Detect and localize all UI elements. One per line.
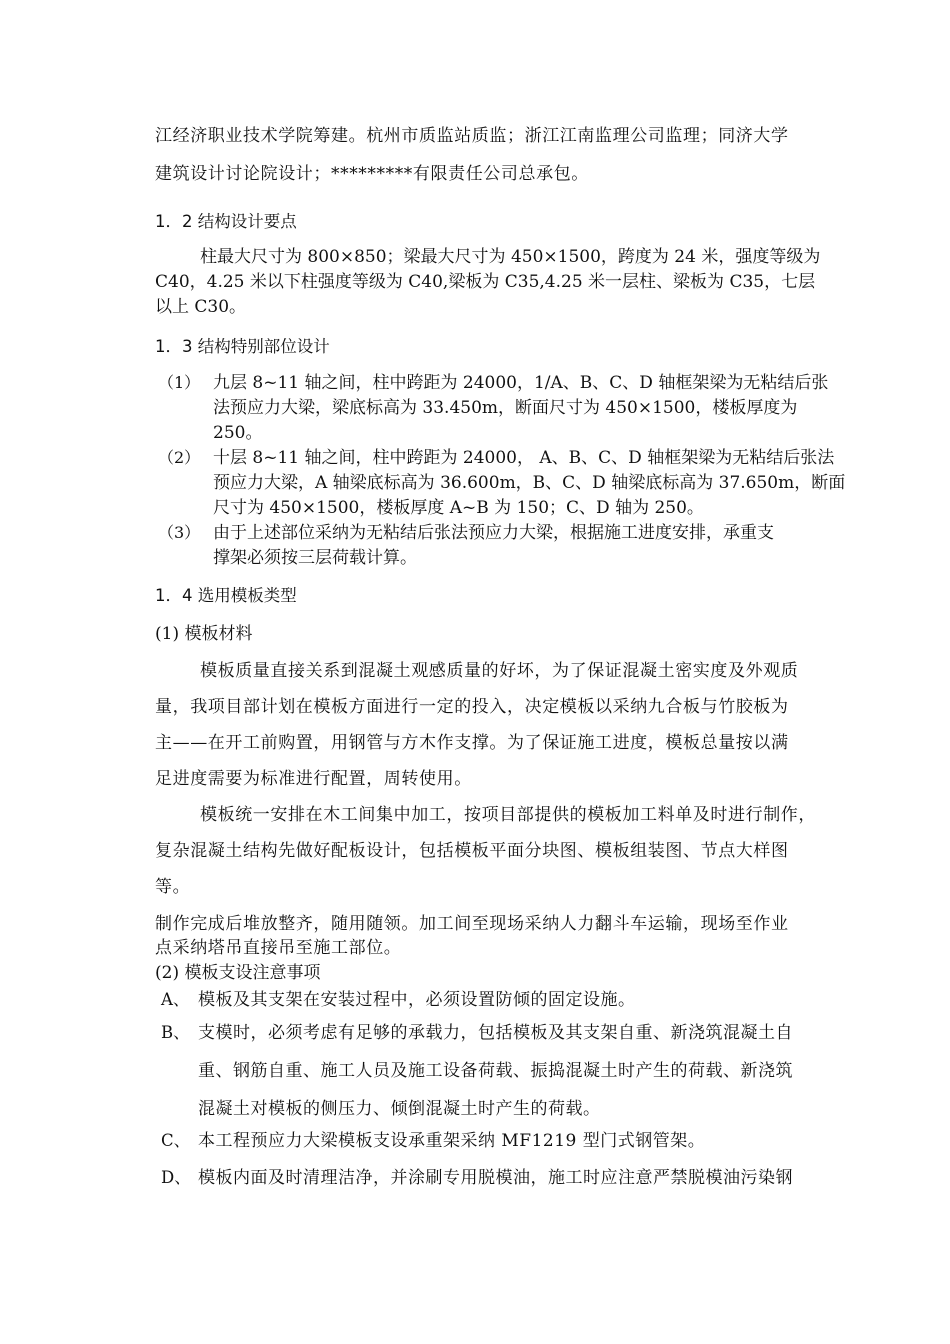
para3-line: 制作完成后堆放整齐，随用随领。加工间至现场采纳人力翻斗车运输，现场至作业: [155, 914, 789, 934]
s12-line: C40，4.25 米以下柱强度等级为 C40,梁板为 C35,4.25 米一层柱、梁板为 C35，七层: [155, 272, 816, 292]
item-line: 撑架必须按三层荷载计算。: [213, 548, 417, 568]
item-marker: （2）: [158, 448, 201, 467]
s12-line: 以上 C30。: [155, 297, 247, 317]
subheading-materials: (1) 模板材料: [155, 624, 253, 644]
para2-line: 复杂混凝土结构先做好配板设计，包括模板平面分块图、模板组装图、节点大样图: [155, 841, 789, 861]
item-line: 预应力大梁，A 轴梁底标高为 36.600m，B、C、D 轴梁底标高为 37.650m，断面: [213, 473, 846, 493]
item-line: 由于上述部位采纳为无粘结后张法预应力大梁，根据施工进度安排，承重支: [213, 523, 774, 543]
point-marker: C、: [161, 1131, 191, 1150]
intro-line: 江经济职业技术学院筹建。杭州市质监站质监；浙江江南监理公司监理；同济大学: [155, 126, 789, 146]
point-marker: D、: [161, 1168, 191, 1187]
intro-line: 建筑设计讨论院设计；*********有限责任公司总承包。: [155, 164, 589, 184]
point-line: 本工程预应力大梁模板支设承重架采纳 MF1219 型门式钢管架。: [198, 1131, 706, 1151]
point-line: 重、钢筋自重、施工人员及施工设备荷载、振捣混凝土时产生的荷载、新浇筑: [198, 1061, 793, 1081]
item-marker: （3）: [158, 523, 201, 542]
heading-1-2: 1．2 结构设计要点: [155, 212, 297, 231]
para2-line: 等。: [155, 877, 191, 897]
point-line: 支模时，必须考虑有足够的承载力，包括模板及其支架自重、新浇筑混凝土自: [198, 1023, 793, 1043]
point-line: 模板内面及时清理洁净，并涂刷专用脱模油，施工时应注意严禁脱模油污染钢: [198, 1168, 793, 1188]
para1-line: 主——在开工前购置，用钢管与方木作支撑。为了保证施工进度，模板总量按以满: [155, 733, 789, 753]
item-line: 250。: [213, 423, 263, 443]
point-marker: B、: [161, 1023, 190, 1042]
point-marker: A、: [161, 990, 190, 1009]
para1-line: 足进度需要为标准进行配置，周转使用。: [155, 769, 472, 789]
para1-line: 量，我项目部计划在模板方面进行一定的投入，决定模板以采纳九合板与竹胶板为: [155, 697, 789, 717]
item-line: 法预应力大梁，梁底标高为 33.450m，断面尺寸为 450×1500，楼板厚度为: [213, 398, 798, 418]
point-line: 混凝土对模板的侧压力、倾倒混凝土时产生的荷载。: [198, 1099, 601, 1119]
para2-line: 模板统一安排在木工间集中加工，按项目部提供的模板加工料单及时进行制作，: [200, 805, 816, 825]
subheading-notes: (2) 模板支设注意事项: [155, 963, 321, 983]
item-line: 尺寸为 450×1500，楼板厚度 A~B 为 150；C、D 轴为 250。: [213, 498, 704, 518]
item-marker: （1）: [158, 373, 201, 392]
item-line: 九层 8~11 轴之间，柱中跨距为 24000，1/A、B、C、D 轴框架梁为无粘结后张: [213, 373, 829, 393]
s12-line: 柱最大尺寸为 800×850；梁最大尺寸为 450×1500，跨度为 24 米，强度等级为: [200, 247, 821, 267]
heading-1-4: 1．4 选用模板类型: [155, 586, 297, 605]
para1-line: 模板质量直接关系到混凝土观感质量的好坏，为了保证混凝土密实度及外观质: [200, 661, 799, 681]
point-line: 模板及其支架在安装过程中，必须设置防倾的固定设施。: [198, 990, 636, 1010]
heading-1-3: 1．3 结构特别部位设计: [155, 337, 330, 356]
item-line: 十层 8~11 轴之间，柱中跨距为 24000， A、B、C、D 轴框架梁为无粘结后张法: [213, 448, 835, 468]
para3-line: 点采纳塔吊直接吊至施工部位。: [155, 938, 402, 958]
